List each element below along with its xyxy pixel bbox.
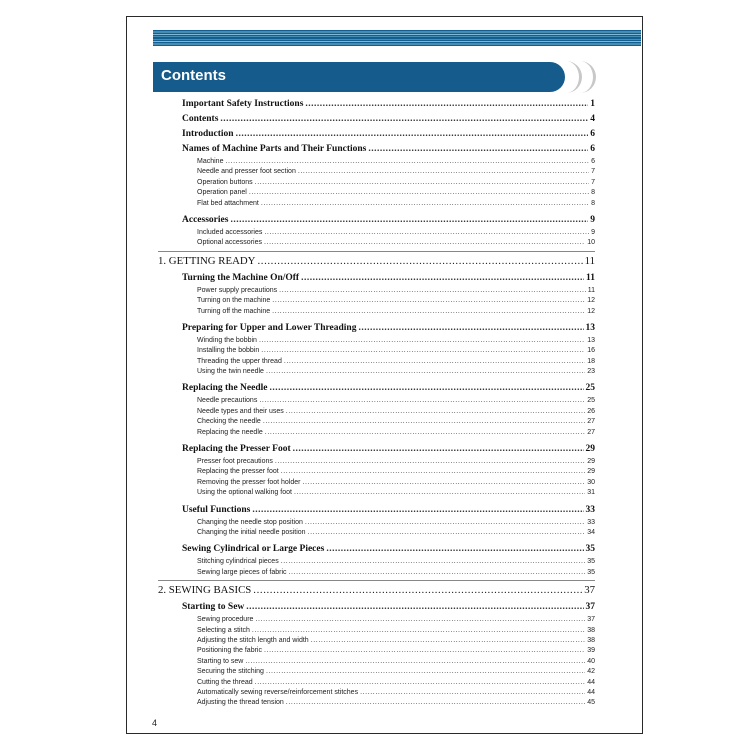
dot-leader xyxy=(272,296,585,306)
dot-leader xyxy=(294,488,585,498)
toc-subsection[interactable] xyxy=(158,678,595,688)
toc-entry-page: 7 xyxy=(591,178,595,186)
dot-leader xyxy=(264,646,585,656)
dot-leader xyxy=(281,467,585,477)
toc-subsection[interactable] xyxy=(158,667,595,677)
dot-leader xyxy=(305,518,585,528)
toc-entry-title: Adjusting the stitch length and width xyxy=(197,636,309,644)
dot-leader xyxy=(360,688,585,698)
page-number: 4 xyxy=(152,718,158,728)
dot-leader xyxy=(249,188,589,198)
toc-subsection[interactable] xyxy=(158,557,595,567)
toc-entry-page: 45 xyxy=(587,699,595,707)
toc-subsection[interactable] xyxy=(158,518,595,528)
double-crescent-icon xyxy=(562,60,602,94)
toc-entry-page: 8 xyxy=(591,199,595,207)
toc-entry-page: 18 xyxy=(587,357,595,365)
dot-leader xyxy=(358,321,583,336)
toc-entry-title: Names of Machine Parts and Their Functions xyxy=(182,144,367,154)
toc-entry-title: Positioning the fabric xyxy=(197,647,262,655)
toc-entry-page: 44 xyxy=(587,678,595,686)
dot-leader xyxy=(225,157,589,167)
toc-entry-title: Threading the upper thread xyxy=(197,357,282,365)
toc-section[interactable] xyxy=(158,112,595,127)
dot-leader xyxy=(264,238,585,248)
dot-leader xyxy=(286,407,585,417)
toc-entry-title: Needle types and their uses xyxy=(197,407,284,415)
toc-entry-title: Accessories xyxy=(182,214,229,225)
dot-leader xyxy=(279,286,586,296)
table-of-contents xyxy=(158,97,595,709)
dot-leader xyxy=(265,428,585,438)
toc-entry-title: Contents xyxy=(182,114,219,124)
toc-section[interactable] xyxy=(158,442,595,457)
toc-entry-title: Operation panel xyxy=(197,189,247,197)
dot-leader xyxy=(245,657,585,667)
toc-entry-title: Operation buttons xyxy=(197,178,253,186)
toc-subsection[interactable] xyxy=(158,157,595,167)
dot-leader xyxy=(272,307,585,317)
toc-subsection[interactable] xyxy=(158,307,595,317)
toc-entry-title: 2. SEWING BASICS xyxy=(158,584,252,597)
toc-entry-page: 37 xyxy=(584,584,595,597)
toc-entry-page: 35 xyxy=(587,568,595,576)
dot-leader xyxy=(266,367,585,377)
toc-entry-title: Selecting a stitch xyxy=(197,626,250,634)
dot-leader xyxy=(301,271,584,286)
dot-leader xyxy=(293,442,584,457)
toc-entry-page: 6 xyxy=(591,158,595,165)
toc-subsection[interactable] xyxy=(158,467,595,477)
toc-entry-title: Turning on the machine xyxy=(197,297,271,305)
dot-leader xyxy=(263,417,585,427)
dot-leader xyxy=(261,199,589,209)
toc-section[interactable] xyxy=(158,503,595,518)
toc-entry-title: Stitching cylindrical pieces xyxy=(197,558,279,566)
toc-entry-title: Winding the bobbin xyxy=(197,336,257,344)
toc-entry-page: 33 xyxy=(587,518,595,526)
toc-entry-title: Turning the Machine On/Off xyxy=(182,272,300,283)
toc-entry-page: 1 xyxy=(590,99,595,109)
toc-entry-title: Included accessories xyxy=(197,228,263,236)
toc-entry-title: Flat bed attachment xyxy=(197,199,259,207)
dot-leader xyxy=(261,346,585,356)
toc-entry-title: Preparing for Upper and Lower Threading xyxy=(182,322,357,333)
toc-entry-title: Checking the needle xyxy=(197,418,261,426)
toc-entry-page: 38 xyxy=(587,626,595,634)
toc-section[interactable] xyxy=(158,271,595,286)
toc-entry-page: 25 xyxy=(585,383,595,394)
toc-entry-title: Machine xyxy=(197,158,224,165)
toc-subsection[interactable] xyxy=(158,417,595,427)
toc-subsection[interactable] xyxy=(158,199,595,209)
toc-subsection[interactable] xyxy=(158,657,595,667)
toc-entry-title: Starting to sew xyxy=(197,657,244,665)
toc-entry-page: 27 xyxy=(587,418,595,426)
toc-entry-page: 37 xyxy=(585,602,595,613)
toc-entry-page: 37 xyxy=(587,616,595,624)
toc-entry-title: Replacing the Needle xyxy=(182,383,268,394)
toc-entry-page: 11 xyxy=(587,286,595,294)
dot-leader xyxy=(252,503,583,518)
toc-section[interactable] xyxy=(158,127,595,142)
toc-entry-title: Replacing the presser foot xyxy=(197,468,279,476)
toc-entry-page: 4 xyxy=(590,114,595,124)
toc-entry-title: Changing the needle stop position xyxy=(197,518,303,526)
dot-leader xyxy=(253,581,582,600)
toc-section[interactable] xyxy=(158,97,595,112)
toc-entry-title: Introduction xyxy=(182,129,234,139)
dot-leader xyxy=(259,396,585,406)
toc-entry-page: 30 xyxy=(587,478,595,486)
dot-leader xyxy=(266,667,585,677)
dot-leader xyxy=(303,478,586,488)
toc-entry-title: Important Safety Instructions xyxy=(182,99,304,109)
toc-subsection[interactable] xyxy=(158,688,595,698)
toc-section[interactable] xyxy=(158,381,595,396)
toc-chapter[interactable] xyxy=(158,252,595,271)
toc-subsection[interactable] xyxy=(158,238,595,248)
toc-entry-page: 39 xyxy=(587,647,595,655)
dot-leader xyxy=(305,97,588,112)
toc-entry-title: Turning off the machine xyxy=(197,307,271,315)
toc-entry-page: 12 xyxy=(587,297,595,305)
toc-entry-page: 7 xyxy=(591,168,595,176)
dot-leader xyxy=(308,528,586,538)
toc-subsection[interactable] xyxy=(158,346,595,356)
toc-subsection[interactable] xyxy=(158,336,595,346)
toc-entry-title: Needle and presser foot section xyxy=(197,168,296,176)
toc-subsection[interactable] xyxy=(158,188,595,198)
toc-subsection[interactable] xyxy=(158,167,595,177)
toc-entry-page: 29 xyxy=(585,444,595,455)
toc-entry-page: 35 xyxy=(587,558,595,566)
toc-entry-title: Adjusting the thread tension xyxy=(197,699,284,707)
toc-entry-title: Sewing procedure xyxy=(197,616,254,624)
toc-subsection[interactable] xyxy=(158,698,595,708)
dot-leader xyxy=(255,678,586,688)
dot-leader xyxy=(281,557,586,567)
toc-entry-page: 29 xyxy=(587,458,595,466)
page-title: Contents xyxy=(161,67,226,84)
dot-leader xyxy=(259,336,585,346)
dot-leader xyxy=(246,600,583,615)
toc-entry-page: 12 xyxy=(587,307,595,315)
toc-subsection[interactable] xyxy=(158,286,595,296)
dot-leader xyxy=(270,381,584,396)
toc-entry-page: 40 xyxy=(587,657,595,665)
toc-subsection[interactable] xyxy=(158,615,595,625)
toc-entry-title: Securing the stitching xyxy=(197,668,264,676)
dot-leader xyxy=(368,142,588,157)
toc-subsection[interactable] xyxy=(158,428,595,438)
dot-leader xyxy=(286,698,585,708)
toc-entry-page: 10 xyxy=(587,239,595,247)
toc-entry-page: 31 xyxy=(587,489,595,497)
toc-entry-title: Replacing the Presser Foot xyxy=(182,444,291,455)
toc-subsection[interactable] xyxy=(158,367,595,377)
toc-entry-title: Presser foot precautions xyxy=(197,458,273,466)
toc-entry-title: Needle precautions xyxy=(197,397,258,405)
toc-entry-title: Automatically sewing reverse/reinforcement stitches xyxy=(197,688,359,696)
toc-section[interactable] xyxy=(158,321,595,336)
toc-entry-page: 13 xyxy=(587,336,595,344)
toc-entry-page: 8 xyxy=(591,189,595,197)
dot-leader xyxy=(284,357,585,367)
toc-entry-title: Optional accessories xyxy=(197,239,262,247)
dot-leader xyxy=(257,252,582,271)
toc-entry-page: 6 xyxy=(590,144,595,154)
toc-entry-title: Starting to Sew xyxy=(182,602,245,613)
toc-entry-page: 29 xyxy=(587,468,595,476)
dot-leader xyxy=(230,213,588,228)
dot-leader xyxy=(220,112,588,127)
toc-subsection[interactable] xyxy=(158,396,595,406)
dot-leader xyxy=(275,457,585,467)
toc-section[interactable] xyxy=(158,213,595,228)
dot-leader xyxy=(255,178,589,188)
dot-leader xyxy=(311,636,586,646)
toc-entry-title: Power supply precautions xyxy=(197,286,278,294)
dot-leader xyxy=(252,626,585,636)
toc-entry-page: 25 xyxy=(587,397,595,405)
toc-subsection[interactable] xyxy=(158,228,595,238)
toc-entry-page: 38 xyxy=(587,636,595,644)
toc-entry-page: 44 xyxy=(587,688,595,696)
top-stripe-band xyxy=(153,30,641,46)
dot-leader xyxy=(264,228,589,238)
toc-entry-page: 26 xyxy=(587,407,595,415)
toc-section[interactable] xyxy=(158,600,595,615)
toc-subsection[interactable] xyxy=(158,626,595,636)
toc-entry-title: Sewing Cylindrical or Large Pieces xyxy=(182,544,325,555)
toc-entry-page: 9 xyxy=(591,228,595,236)
toc-entry-title: Sewing large pieces of fabric xyxy=(197,568,287,576)
toc-entry-page: 23 xyxy=(587,368,595,376)
toc-section[interactable] xyxy=(158,142,595,157)
toc-chapter[interactable] xyxy=(158,581,595,600)
dot-leader xyxy=(289,568,586,578)
toc-entry-page: 16 xyxy=(587,347,595,355)
toc-entry-page: 9 xyxy=(590,214,595,225)
toc-entry-page: 13 xyxy=(585,322,595,333)
toc-subsection[interactable] xyxy=(158,488,595,498)
toc-entry-page: 35 xyxy=(585,544,595,555)
dot-leader xyxy=(326,542,583,557)
toc-entry-page: 27 xyxy=(587,428,595,436)
toc-subsection[interactable] xyxy=(158,457,595,467)
contents-header-bar xyxy=(153,62,565,92)
toc-entry-page: 33 xyxy=(585,504,595,515)
dot-leader xyxy=(298,167,589,177)
toc-entry-title: Using the optional walking foot xyxy=(197,489,292,497)
toc-entry-page: 42 xyxy=(587,668,595,676)
dot-leader xyxy=(236,127,589,142)
toc-entry-title: 1. GETTING READY xyxy=(158,254,256,267)
toc-entry-title: Removing the presser foot holder xyxy=(197,478,301,486)
toc-subsection[interactable] xyxy=(158,178,595,188)
toc-subsection[interactable] xyxy=(158,296,595,306)
toc-subsection[interactable] xyxy=(158,478,595,488)
toc-entry-page: 6 xyxy=(590,129,595,139)
toc-subsection[interactable] xyxy=(158,636,595,646)
dot-leader xyxy=(255,615,585,625)
toc-entry-title: Using the twin needle xyxy=(197,368,264,376)
toc-entry-page: 11 xyxy=(584,254,595,267)
toc-entry-title: Replacing the needle xyxy=(197,428,263,436)
toc-subsection[interactable] xyxy=(158,407,595,417)
toc-entry-page: 11 xyxy=(586,272,595,283)
toc-entry-title: Changing the initial needle position xyxy=(197,528,306,536)
toc-section[interactable] xyxy=(158,542,595,557)
toc-subsection[interactable] xyxy=(158,568,595,578)
toc-entry-page: 34 xyxy=(587,528,595,536)
toc-subsection[interactable] xyxy=(158,357,595,367)
toc-subsection[interactable] xyxy=(158,646,595,656)
toc-entry-title: Installing the bobbin xyxy=(197,347,260,355)
toc-subsection[interactable] xyxy=(158,528,595,538)
toc-entry-title: Cutting the thread xyxy=(197,678,253,686)
toc-entry-title: Useful Functions xyxy=(182,504,251,515)
